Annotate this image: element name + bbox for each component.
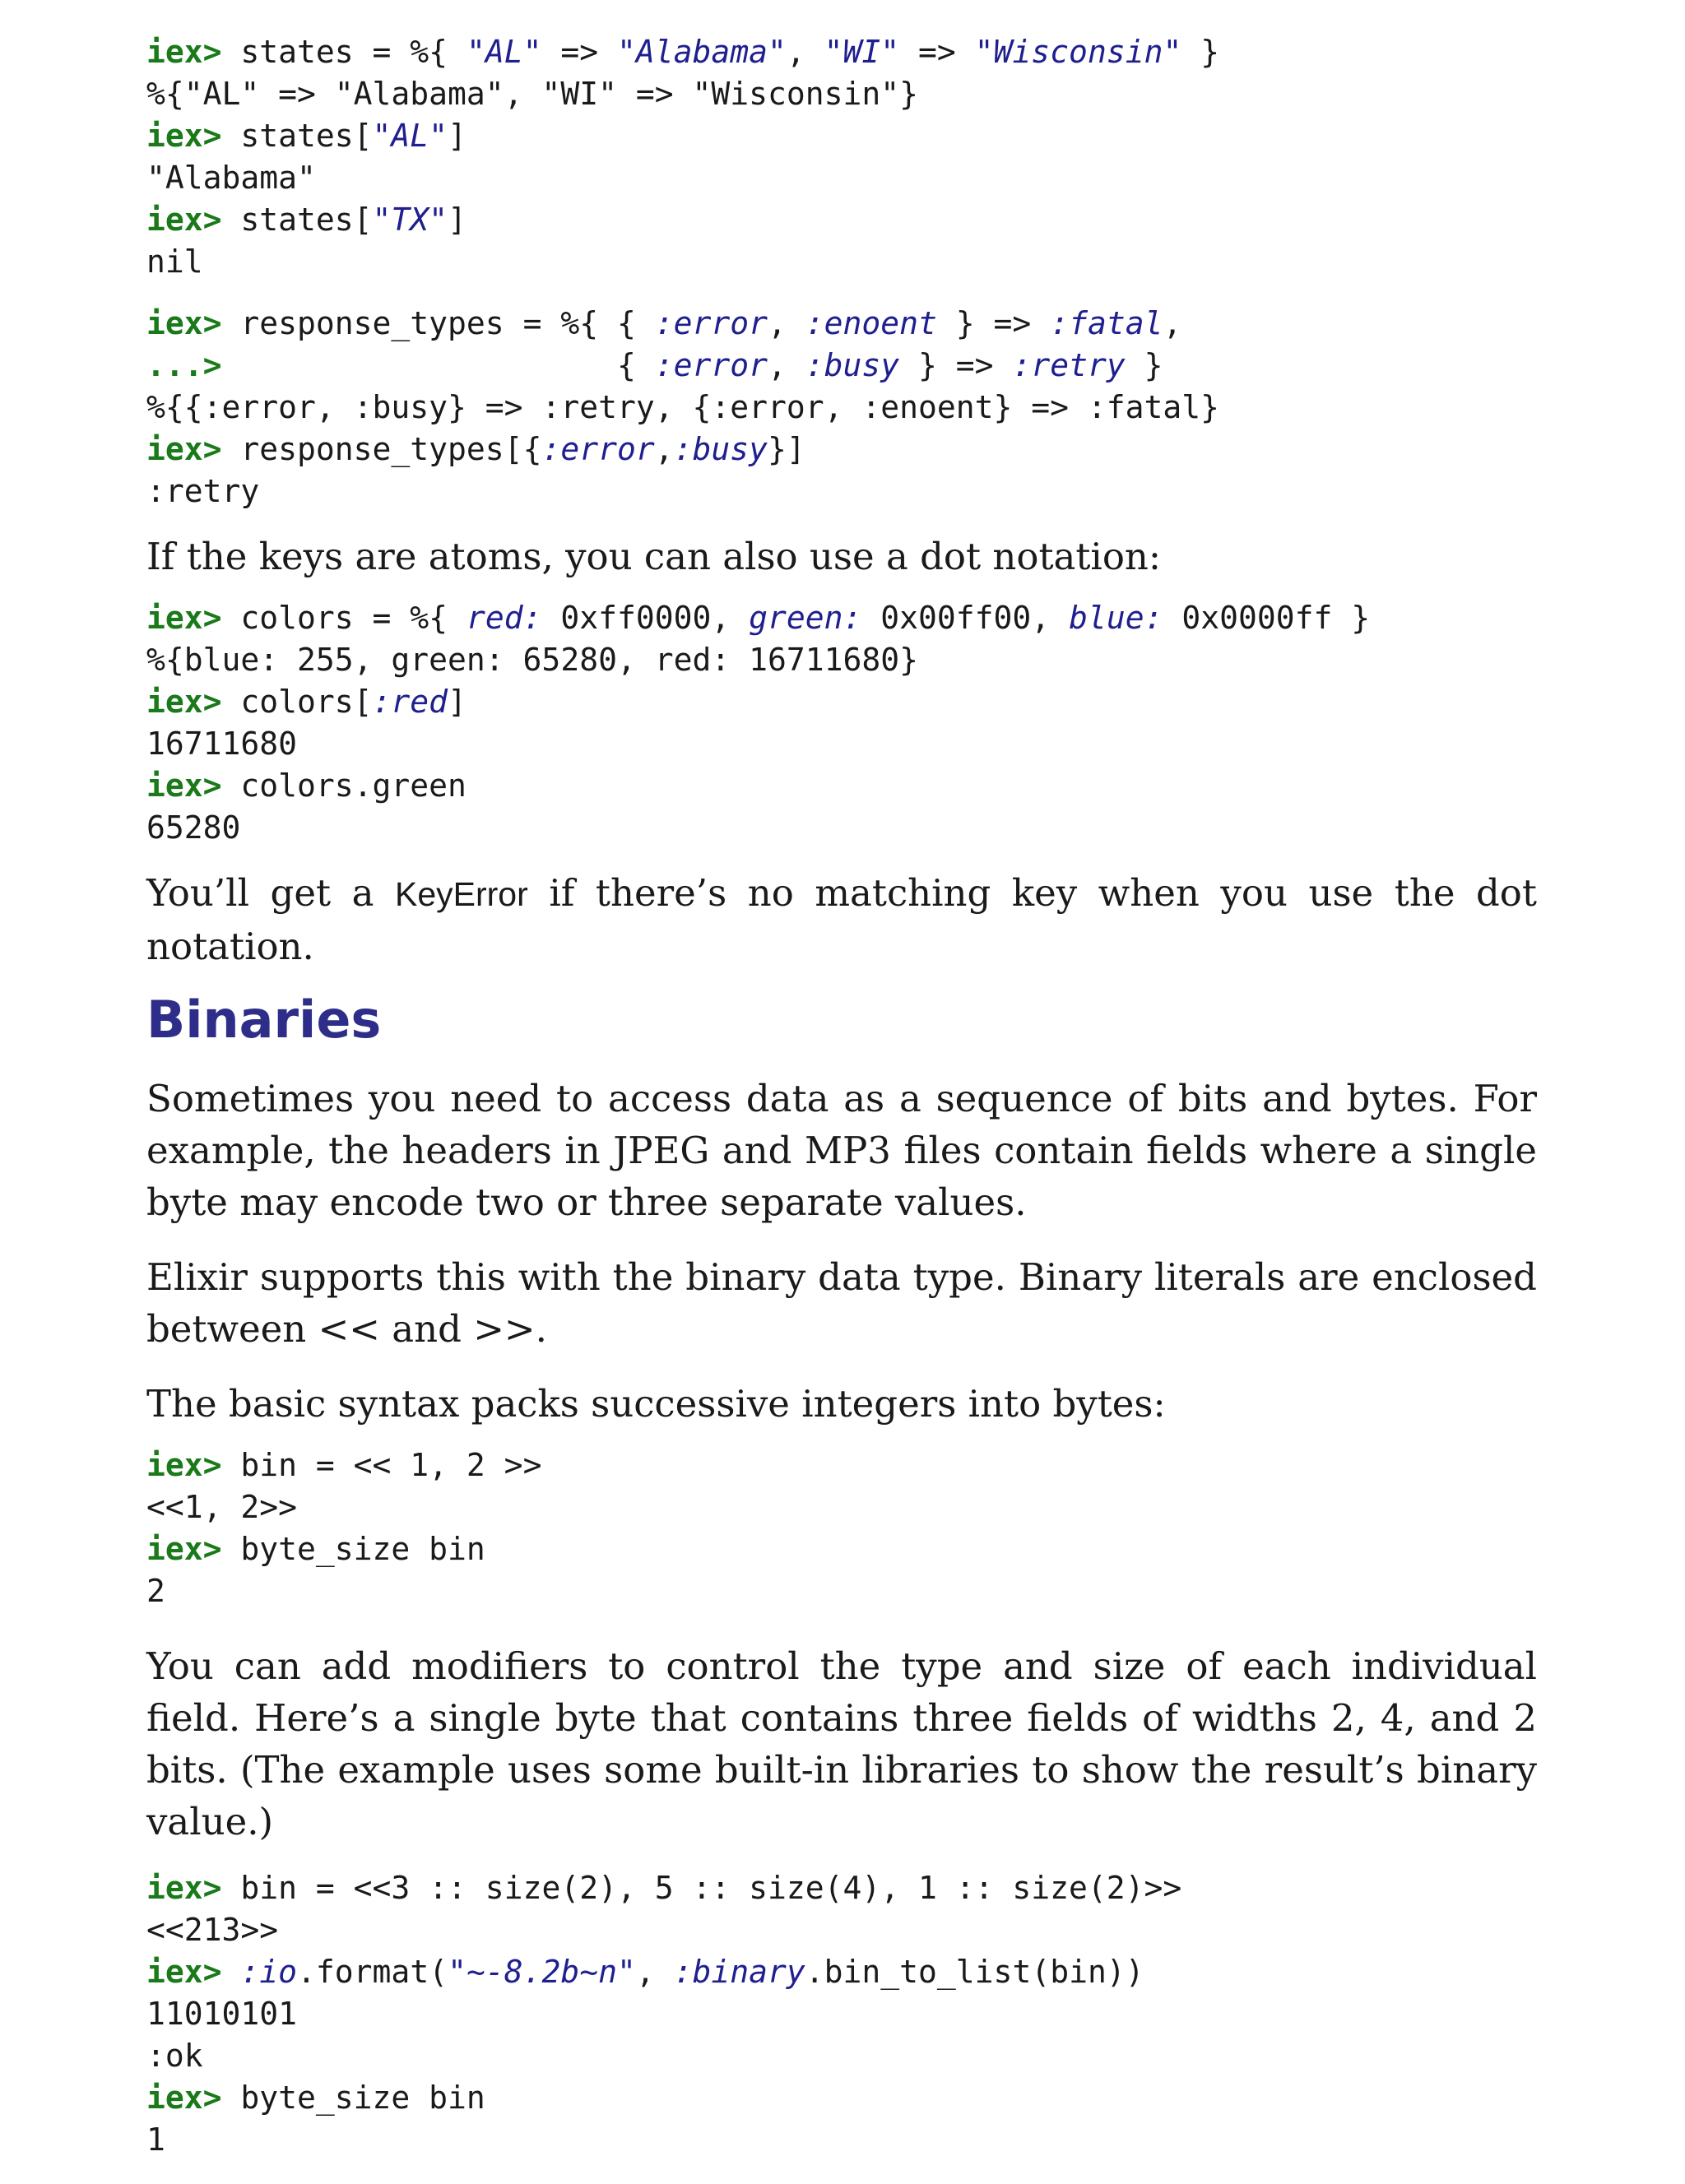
code-line (146, 1867, 1537, 1909)
code-text: , (786, 34, 824, 70)
code-literal: :red (372, 684, 448, 720)
code-literal: :error (654, 305, 768, 341)
code-text: ] (448, 118, 467, 154)
iex-prompt: ...> (146, 347, 222, 383)
code-literal: :error (541, 431, 655, 467)
code-line (146, 1951, 1537, 1993)
code-text: colors = %{ (221, 600, 467, 636)
iex-prompt: iex> (146, 118, 222, 154)
code-line (146, 157, 1537, 199)
iex-prompt: iex> (146, 431, 222, 467)
iex-prompt: iex> (146, 1954, 222, 1990)
code-text: byte_size bin (221, 1531, 485, 1567)
code-text: 0xff0000, (541, 600, 750, 636)
iex-prompt: iex> (146, 34, 222, 70)
iex-prompt: iex> (146, 305, 222, 341)
keyerror-text-after: if there’s no matching key when you use the dot notation. (146, 871, 1537, 968)
section-heading-binaries: Binaries (146, 990, 382, 1050)
paragraph-binary-type: Elixir supports this with the binary data type. Binary literals are enclosed between << and >>. (146, 1255, 1537, 1351)
paragraph-modifiers: You can add modifiers to control the type and size of each individual field. Here’s a single byte that contains three fields of widths 2, 4, and 2 bits. (The example uses some built-in libraries to show the result’s binary value.) (146, 1644, 1537, 1843)
code-text: 16711680 (146, 726, 298, 762)
code-literal: "AL" (466, 34, 542, 70)
code-block-bin-basic (146, 1444, 1537, 1612)
code-line (146, 31, 1537, 73)
code-literal: green: (749, 600, 862, 636)
code-line (146, 2035, 1537, 2077)
code-line (146, 597, 1537, 639)
code-text: , (1163, 305, 1182, 341)
code-text: <<1, 2>> (146, 1489, 298, 1525)
code-block-response-types (146, 303, 1537, 512)
code-literal: "~-8.2b~n" (448, 1954, 636, 1990)
code-text: => (541, 34, 617, 70)
code-text: response_types[{ (221, 431, 542, 467)
code-text: } => (936, 305, 1051, 341)
iex-prompt: iex> (146, 2080, 222, 2116)
iex-prompt: iex> (146, 767, 222, 804)
code-text: states[ (221, 118, 373, 154)
code-text: } (1125, 347, 1163, 383)
paragraph-basic-syntax: The basic syntax packs successive integers into bytes: (146, 1382, 1166, 1426)
code-literal: :fatal (1050, 305, 1163, 341)
code-text: .bin_to_list(bin)) (805, 1954, 1144, 1990)
code-text: %{blue: 255, green: 65280, red: 16711680} (146, 642, 918, 678)
code-text: "Alabama" (146, 160, 316, 196)
iex-prompt: iex> (146, 1447, 222, 1483)
code-text: colors[ (221, 684, 373, 720)
code-text: ] (448, 684, 467, 720)
code-text: , (635, 1954, 674, 1990)
code-line (146, 241, 1537, 283)
code-text: , (768, 347, 805, 383)
code-line (146, 115, 1537, 157)
iex-prompt: iex> (146, 202, 222, 238)
iex-prompt: iex> (146, 684, 222, 720)
code-line (146, 345, 1537, 387)
code-block-bin-modifiers (146, 1867, 1537, 2161)
code-text: } (1181, 34, 1220, 70)
code-text: %{{:error, :busy} => :retry, {:error, :enoent} => :fatal} (146, 389, 1220, 425)
code-line (146, 1993, 1537, 2035)
code-text: <<213>> (146, 1912, 279, 1948)
book-page (146, 31, 1537, 2161)
code-line (146, 807, 1537, 849)
code-literal: red: (466, 600, 542, 636)
code-text: 2 (146, 1573, 165, 1609)
code-text: => (899, 34, 975, 70)
code-literal: "TX" (372, 202, 448, 238)
code-literal: :busy (805, 347, 900, 383)
code-text: response_types = %{ { (221, 305, 655, 341)
paragraph-keyerror (146, 867, 1537, 972)
code-line (146, 2077, 1537, 2119)
code-literal: :retry (1012, 347, 1126, 383)
code-text: { (221, 347, 655, 383)
code-literal: "WI" (824, 34, 900, 70)
code-line (146, 723, 1537, 765)
iex-prompt: iex> (146, 1531, 222, 1567)
code-text: }] (768, 431, 805, 467)
code-text: .format( (297, 1954, 448, 1990)
code-line (146, 2119, 1537, 2161)
code-line (146, 73, 1537, 115)
code-text: :ok (146, 2038, 203, 2074)
code-literal: "Alabama" (616, 34, 787, 70)
code-text: bin = << 1, 2 >> (221, 1447, 542, 1483)
code-literal: :error (654, 347, 768, 383)
code-text: , (654, 431, 674, 467)
code-text: %{"AL" => "Alabama", "WI" => "Wisconsin"} (146, 76, 918, 112)
code-literal: "AL" (372, 118, 448, 154)
code-text (222, 1954, 241, 1990)
code-line (146, 681, 1537, 723)
code-text: 11010101 (146, 1996, 298, 2032)
code-text: colors.green (221, 767, 467, 804)
code-text: byte_size bin (221, 2080, 485, 2116)
code-line (146, 1444, 1537, 1486)
code-text: ] (448, 202, 467, 238)
code-text: :retry (146, 473, 260, 509)
paragraph-bits-and-bytes: Sometimes you need to access data as a sequence of bits and bytes. For example, the headers in JPEG and MP3 files contain fields where a single byte may encode two or three separate values. (146, 1077, 1537, 1224)
code-line (146, 303, 1537, 345)
keyerror-code: KeyError (395, 875, 528, 913)
code-text: 0x0000ff } (1163, 600, 1371, 636)
code-literal: :binary (673, 1954, 805, 1990)
code-literal: :io (240, 1954, 298, 1990)
code-text: 65280 (146, 809, 241, 846)
code-line (146, 429, 1537, 471)
code-line (146, 1486, 1537, 1528)
code-text: nil (146, 243, 203, 280)
code-text: 1 (146, 2121, 165, 2158)
code-line (146, 765, 1537, 807)
iex-prompt: iex> (146, 600, 222, 636)
code-literal: :enoent (805, 305, 937, 341)
code-literal: :busy (673, 431, 768, 467)
code-literal: "Wisconsin" (974, 34, 1182, 70)
code-block-colors (146, 597, 1537, 849)
code-text: states[ (221, 202, 373, 238)
iex-prompt: iex> (146, 1870, 222, 1906)
code-text: , (768, 305, 805, 341)
code-text: bin = <<3 :: size(2), 5 :: size(4), 1 :: size(2)>> (221, 1870, 1182, 1906)
code-line (146, 387, 1537, 429)
code-line (146, 1570, 1537, 1612)
code-text: } => (899, 347, 1013, 383)
code-text: states = %{ (221, 34, 467, 70)
code-block-states-map (146, 31, 1537, 283)
code-line (146, 1909, 1537, 1951)
code-text: 0x00ff00, (861, 600, 1070, 636)
code-line (146, 471, 1537, 512)
code-line (146, 1528, 1537, 1570)
code-line (146, 639, 1537, 681)
paragraph-dot-notation: If the keys are atoms, you can also use a dot notation: (146, 535, 1162, 578)
code-literal: blue: (1069, 600, 1163, 636)
keyerror-text-before: You’ll get a (146, 871, 395, 915)
code-line (146, 199, 1537, 241)
